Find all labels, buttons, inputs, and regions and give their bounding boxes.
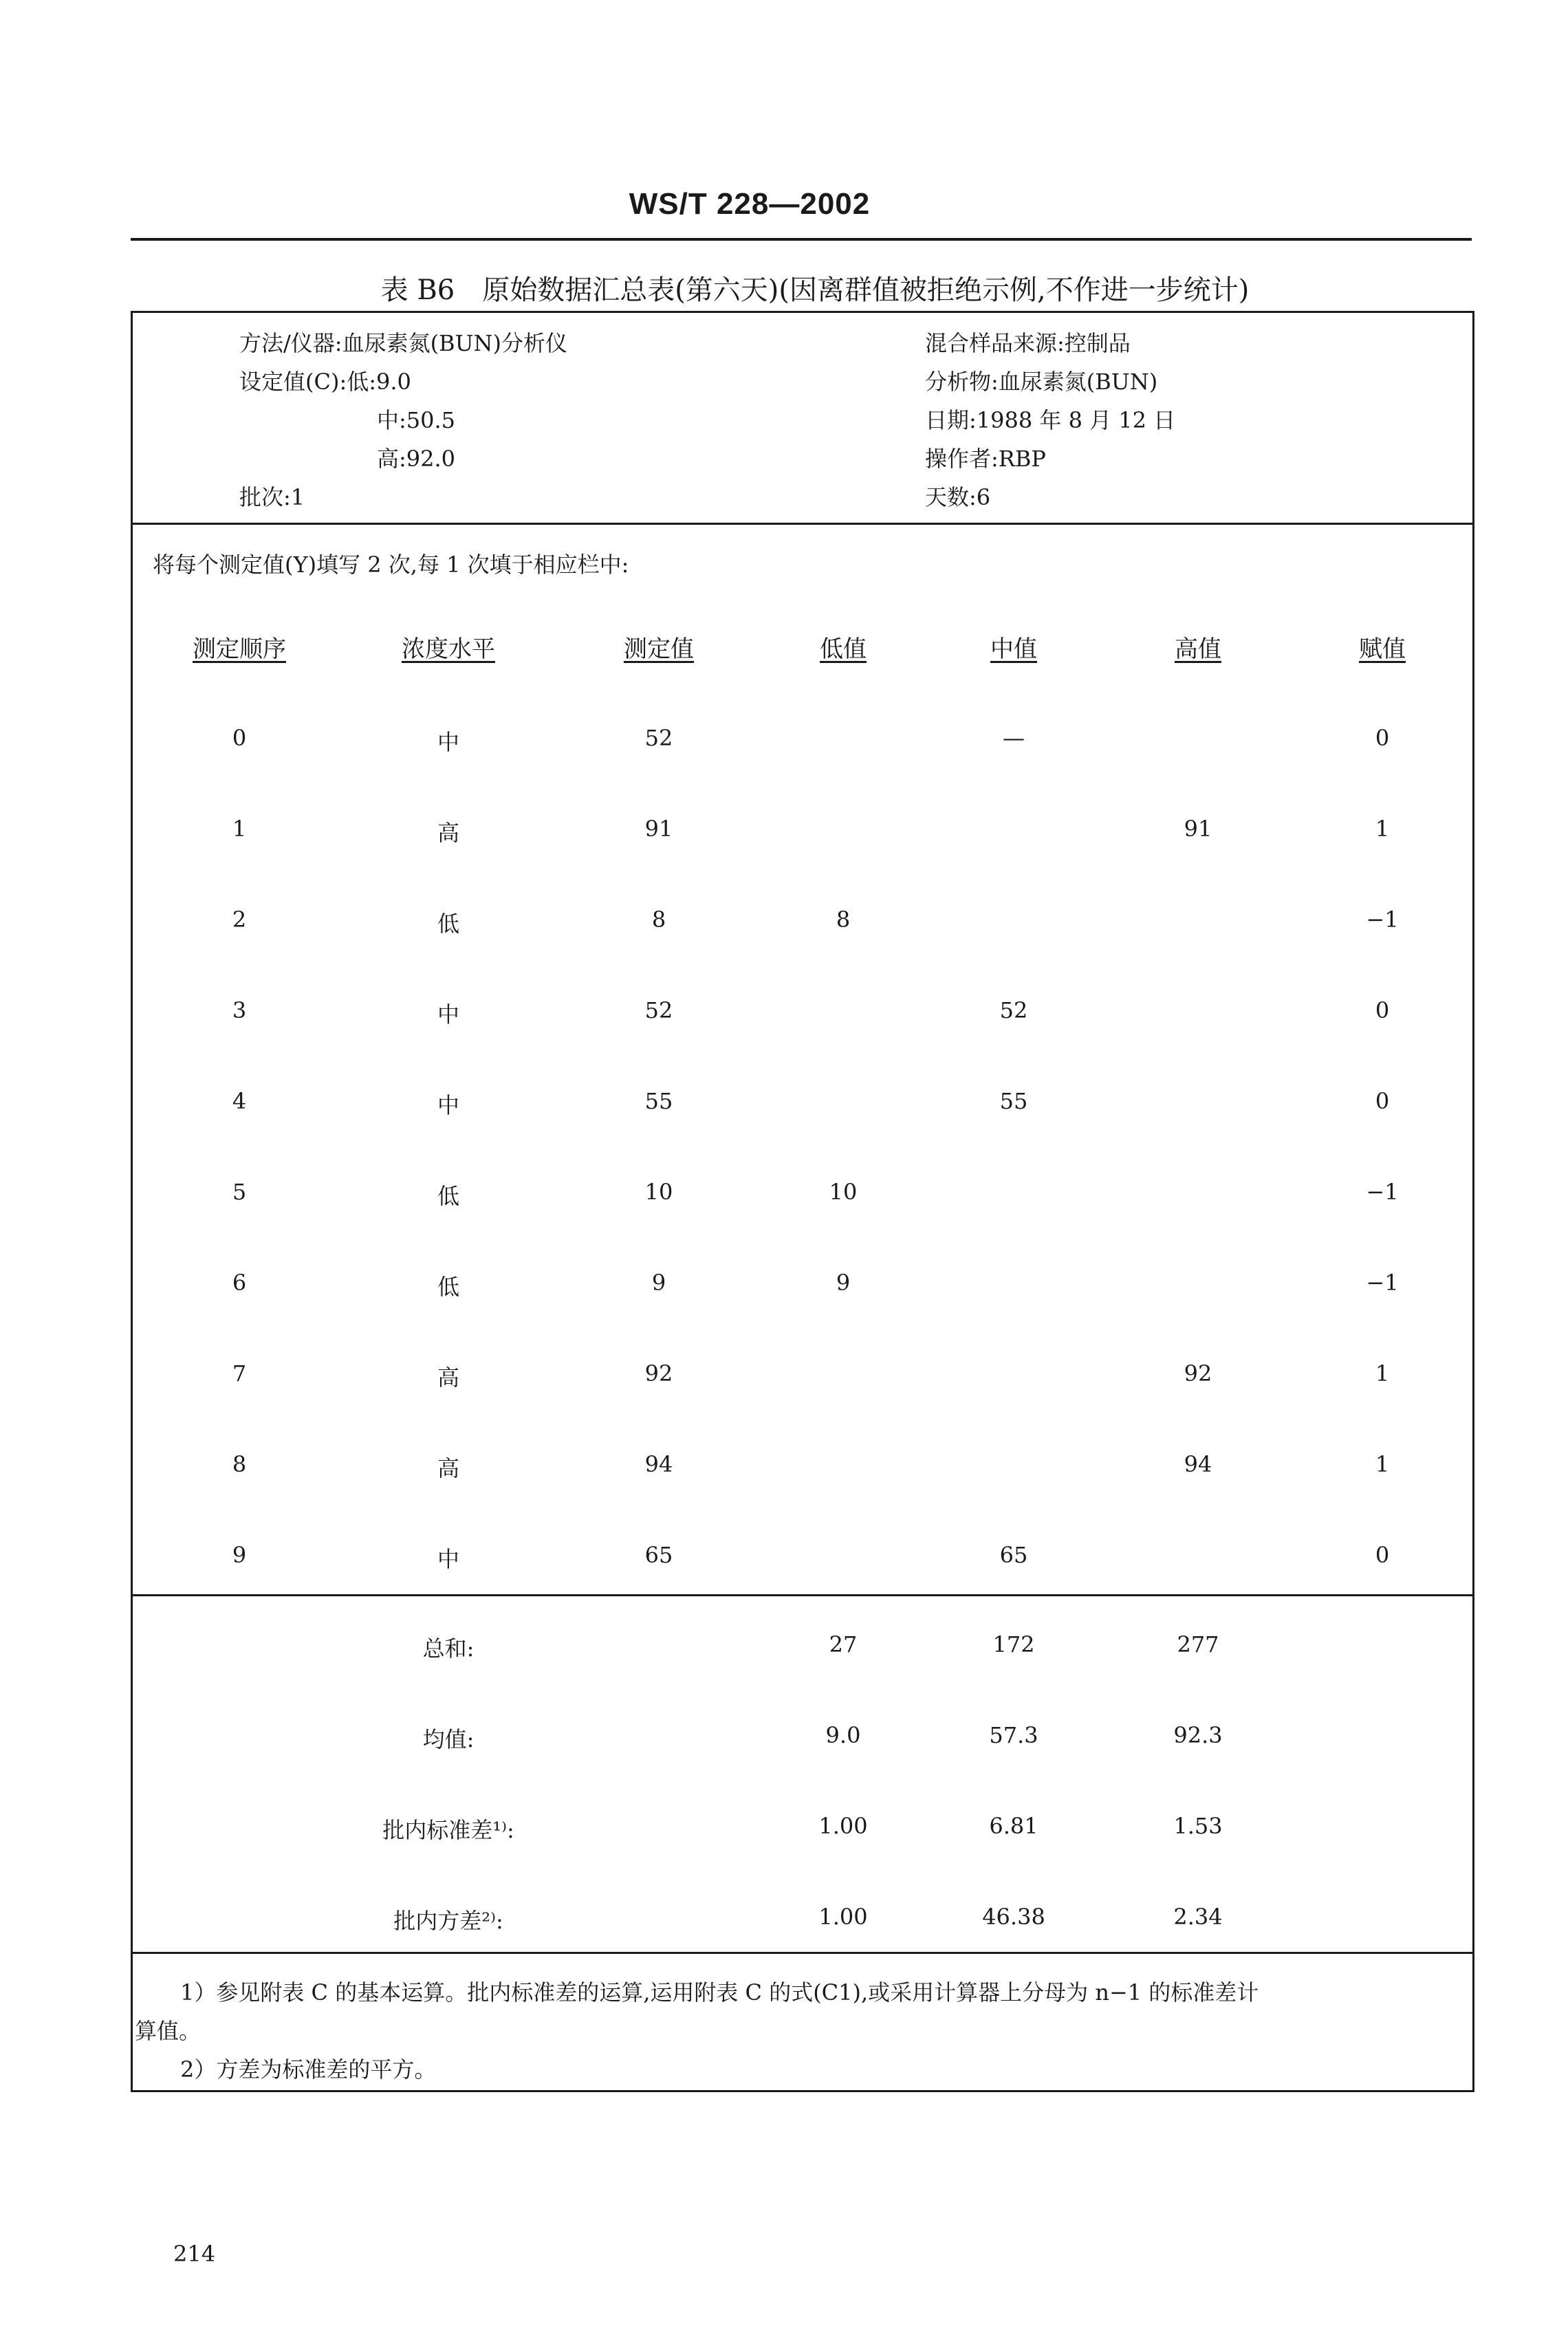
info-set-high: 高:92.0 xyxy=(377,446,456,472)
summary-low: 1.00 xyxy=(818,1813,868,1839)
summary-high: 1.53 xyxy=(1173,1813,1223,1839)
row-level: 高 xyxy=(437,1365,460,1391)
row-score: 0 xyxy=(1375,997,1390,1023)
row-high: 92 xyxy=(1184,1360,1212,1387)
summary-label: 均值: xyxy=(422,1726,475,1752)
row-order: 4 xyxy=(232,1088,247,1114)
summary-mid: 6.81 xyxy=(989,1813,1038,1839)
row-score: 1 xyxy=(1375,1451,1390,1477)
row-low: 10 xyxy=(829,1179,858,1205)
row-order: 0 xyxy=(232,725,247,751)
row-mid: 55 xyxy=(999,1088,1028,1114)
row-value: 65 xyxy=(644,1542,673,1568)
summary-mid: 172 xyxy=(992,1631,1035,1657)
summary-label: 批内标准差¹⁾: xyxy=(382,1817,514,1843)
row-level: 低 xyxy=(437,911,460,937)
row-order: 6 xyxy=(232,1270,247,1296)
row-value: 52 xyxy=(644,725,673,751)
info-set-low: 设定值(C):低:9.0 xyxy=(239,369,411,395)
page-number: 214 xyxy=(173,2241,216,2267)
summary-low: 1.00 xyxy=(818,1904,868,1930)
row-value: 91 xyxy=(644,816,673,842)
row-score: 1 xyxy=(1375,1360,1390,1387)
row-mid: 52 xyxy=(999,997,1028,1023)
info-method: 方法/仪器:血尿素氮(BUN)分析仪 xyxy=(239,330,568,356)
row-value: 92 xyxy=(644,1360,673,1387)
row-order: 8 xyxy=(232,1451,247,1477)
summary-high: 92.3 xyxy=(1173,1722,1223,1748)
row-value: 52 xyxy=(644,997,673,1023)
row-value: 10 xyxy=(644,1179,673,1205)
summary-low: 27 xyxy=(829,1631,858,1657)
row-order: 1 xyxy=(232,816,247,842)
summary-high: 277 xyxy=(1177,1631,1219,1657)
row-order: 3 xyxy=(232,997,247,1023)
row-score: −1 xyxy=(1366,1270,1399,1296)
row-mid: 65 xyxy=(999,1542,1028,1568)
row-value: 55 xyxy=(644,1088,673,1114)
summary-section xyxy=(131,1594,1474,1954)
row-score: 0 xyxy=(1375,1088,1390,1114)
info-sample-source: 混合样品来源:控制品 xyxy=(925,330,1131,356)
footnote-1: 1）参见附表 C 的基本运算。批内标准差的运算,运用附表 C 的式(C1),或采用计算器上分母为 n−1 的标准差计 xyxy=(180,1979,1259,2005)
row-value: 8 xyxy=(651,906,666,933)
col-header-score: 赋值 xyxy=(1359,635,1406,663)
row-high: 94 xyxy=(1184,1451,1212,1477)
col-header-high: 高值 xyxy=(1175,635,1221,663)
row-low: 8 xyxy=(836,906,851,933)
summary-mid: 57.3 xyxy=(989,1722,1038,1748)
summary-high: 2.34 xyxy=(1173,1904,1223,1930)
row-level: 中 xyxy=(437,729,460,755)
row-level: 低 xyxy=(437,1274,460,1300)
info-set-mid: 中:50.5 xyxy=(377,407,456,433)
row-score: 1 xyxy=(1375,816,1390,842)
info-operator: 操作者:RBP xyxy=(925,446,1046,472)
info-analyte: 分析物:血尿素氮(BUN) xyxy=(925,369,1158,395)
info-batch: 批次:1 xyxy=(239,484,305,510)
row-level: 中 xyxy=(437,1092,460,1118)
row-level: 中 xyxy=(437,1546,460,1572)
row-score: −1 xyxy=(1366,906,1399,933)
col-header-low: 低值 xyxy=(820,635,867,663)
info-date: 日期:1988 年 8 月 12 日 xyxy=(925,407,1176,433)
row-order: 5 xyxy=(232,1179,247,1205)
header-rule xyxy=(131,238,1472,241)
row-level: 高 xyxy=(437,820,460,846)
row-order: 2 xyxy=(232,906,247,933)
col-header-level: 浓度水平 xyxy=(402,635,495,663)
data-section xyxy=(131,523,1474,1596)
summary-low: 9.0 xyxy=(825,1722,861,1748)
row-score: 0 xyxy=(1375,725,1390,751)
summary-label: 总和: xyxy=(422,1635,475,1662)
info-days: 天数:6 xyxy=(925,484,991,510)
summary-mid: 46.38 xyxy=(982,1904,1045,1930)
col-header-mid: 中值 xyxy=(990,635,1037,663)
footnote-2: 2）方差为标准差的平方。 xyxy=(180,2056,437,2083)
row-level: 低 xyxy=(437,1183,460,1209)
row-value: 94 xyxy=(644,1451,673,1477)
row-score: 0 xyxy=(1375,1542,1390,1568)
instruction-text: 将每个测定值(Y)填写 2 次,每 1 次填于相应栏中: xyxy=(153,552,629,578)
row-score: −1 xyxy=(1366,1179,1399,1205)
row-low: 9 xyxy=(836,1270,851,1296)
col-header-order: 测定顺序 xyxy=(193,635,286,663)
row-order: 7 xyxy=(232,1360,247,1387)
row-level: 高 xyxy=(437,1455,460,1481)
row-value: 9 xyxy=(651,1270,666,1296)
row-level: 中 xyxy=(437,1001,460,1028)
table-title: 表 B6 原始数据汇总表(第六天)(因离群值被拒绝示例,不作进一步统计) xyxy=(380,274,1250,306)
col-header-value: 测定值 xyxy=(624,635,694,663)
summary-label: 批内方差²⁾: xyxy=(393,1908,503,1934)
row-order: 9 xyxy=(232,1542,247,1568)
row-mid: — xyxy=(1003,725,1025,751)
row-high: 91 xyxy=(1184,816,1212,842)
standard-code: WS/T 228—2002 xyxy=(629,187,871,221)
footnote-1-cont: 算值。 xyxy=(135,2018,202,2044)
